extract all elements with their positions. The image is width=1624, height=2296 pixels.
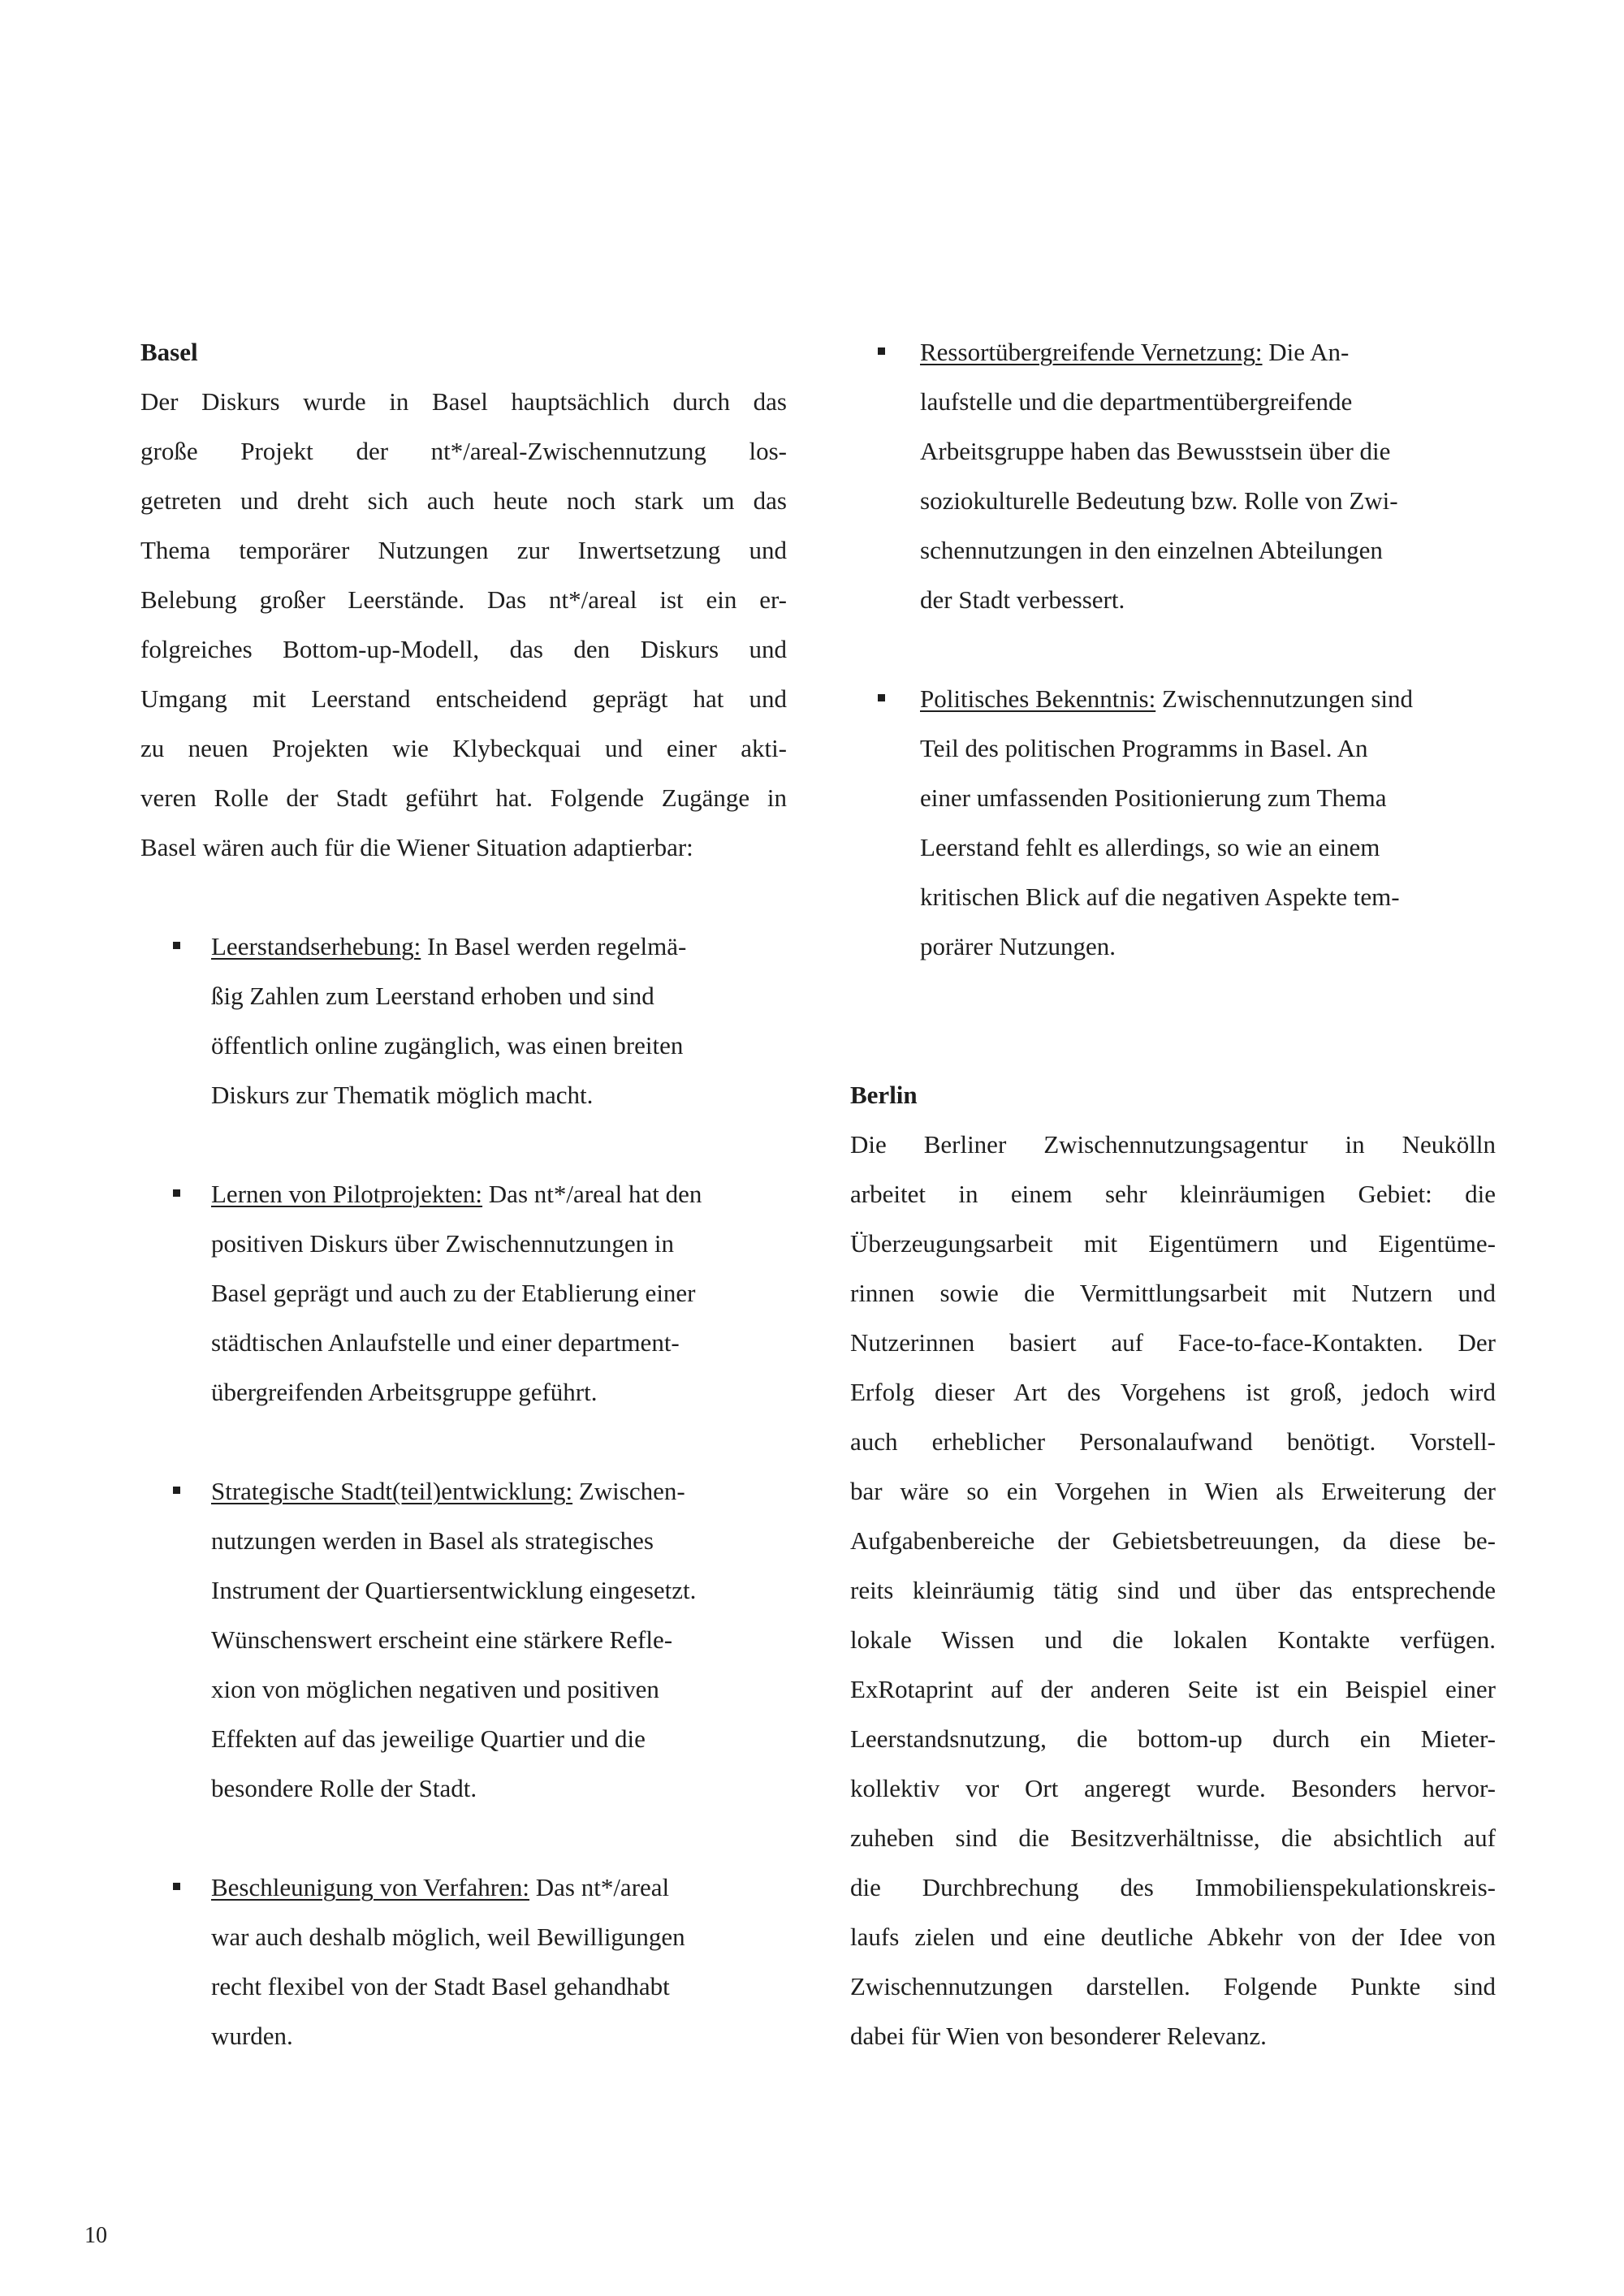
- square-bullet-icon: [173, 1883, 180, 1890]
- bullet-text: Zwischennutzungen sind: [1155, 684, 1414, 713]
- bullet-label: Leerstandserhebung:: [211, 932, 421, 960]
- text-line: die Durchbrechung des Immobilienspekulationskreis-: [850, 1873, 1496, 1901]
- basel-paragraph: [140, 377, 787, 872]
- left-column: [140, 327, 787, 2061]
- basel-bullet-list-continued: [850, 327, 1496, 971]
- text-line: [211, 1169, 787, 1219]
- text-line: wurden.: [211, 2022, 293, 2050]
- text-line: auch erheblicher Personalaufwand benötigt. Vorstell-: [850, 1427, 1496, 1456]
- text-line: bar wäre so ein Vorgehen in Wien als Erweiterung der: [850, 1477, 1496, 1505]
- text-line: Nutzerinnen basiert auf Face-to-face-Kontakten. Der: [850, 1328, 1496, 1357]
- text-line: xion von möglichen negativen und positiven: [211, 1675, 659, 1703]
- text-line: zu neuen Projekten wie Klybeckquai und einer akti-: [140, 734, 787, 762]
- text-line: Wünschenswert erscheint eine stärkere Refle-: [211, 1625, 673, 1654]
- text-line: [211, 921, 787, 971]
- text-line: laufstelle und die departmentübergreifende: [920, 387, 1353, 416]
- text-line: folgreiches Bottom-up-Modell, das den Diskurs und: [140, 635, 787, 663]
- text-line: Teil des politischen Programms in Basel. An: [920, 734, 1368, 762]
- text-line: Erfolg dieser Art des Vorgehens ist groß, jedoch wird: [850, 1378, 1496, 1406]
- text-line: getreten und dreht sich auch heute noch stark um das: [140, 486, 787, 515]
- square-bullet-icon: [878, 694, 885, 701]
- text-line: Basel geprägt und auch zu der Etablierung einer: [211, 1279, 696, 1307]
- text-line: rinnen sowie die Vermittlungsarbeit mit Nutzern und: [850, 1279, 1496, 1307]
- text-line: nutzungen werden in Basel als strategisches: [211, 1526, 654, 1555]
- text-line: [920, 674, 1496, 723]
- text-line: einer umfassenden Positionierung zum Thema: [920, 783, 1387, 812]
- text-line: Leerstandsnutzung, die bottom-up durch ein Mieter-: [850, 1724, 1496, 1753]
- bullet-label: Strategische Stadt(teil)entwicklung:: [211, 1477, 573, 1505]
- text-line: große Projekt der nt*/areal-Zwischennutzung los-: [140, 437, 787, 465]
- bullet-text: Zwischen-: [572, 1477, 685, 1505]
- text-line: Instrument der Quartiersentwicklung eingesetzt.: [211, 1576, 697, 1604]
- text-line: Belebung großer Leerstände. Das nt*/areal ist ein er-: [140, 585, 787, 614]
- bullet-text: Die An-: [1262, 338, 1350, 366]
- bullet-label: Ressortübergreifende Vernetzung:: [920, 338, 1263, 366]
- text-line: Effekten auf das jeweilige Quartier und die: [211, 1724, 646, 1753]
- bullet-text: Das nt*/areal: [529, 1873, 670, 1901]
- bullet-label: Lernen von Pilotprojekten:: [211, 1180, 483, 1208]
- text-line: porärer Nutzungen.: [920, 932, 1116, 960]
- section-heading-berlin: Berlin: [850, 1081, 918, 1109]
- text-line: Der Diskurs wurde in Basel hauptsächlich durch das: [140, 387, 787, 416]
- text-line: Aufgabenbereiche der Gebietsbetreuungen, da diese be-: [850, 1526, 1496, 1555]
- text-line: war auch deshalb möglich, weil Bewilligungen: [211, 1923, 685, 1951]
- bullet-item: [850, 327, 1496, 624]
- text-line: Die Berliner Zwischennutzungsagentur in Neukölln: [850, 1130, 1496, 1159]
- square-bullet-icon: [173, 1189, 180, 1197]
- text-line: [211, 1862, 787, 1912]
- text-line: der Stadt verbessert.: [920, 585, 1125, 614]
- text-line: veren Rolle der Stadt geführt hat. Folgende Zugänge in: [140, 783, 787, 812]
- square-bullet-icon: [173, 1487, 180, 1494]
- text-line: recht flexibel von der Stadt Basel gehandhabt: [211, 1972, 670, 2000]
- bullet-item: [140, 921, 787, 1120]
- square-bullet-icon: [173, 942, 180, 949]
- text-line: schennutzungen in den einzelnen Abteilungen: [920, 536, 1383, 564]
- bullet-label: Politisches Bekenntnis:: [920, 684, 1156, 713]
- text-line: laufs zielen und eine deutliche Abkehr von der Idee von: [850, 1923, 1496, 1951]
- berlin-paragraph: [850, 1120, 1496, 2061]
- text-line: übergreifenden Arbeitsgruppe geführt.: [211, 1378, 598, 1406]
- text-line: positiven Diskurs über Zwischennutzungen in: [211, 1229, 674, 1258]
- bullet-text: In Basel werden regelmä-: [421, 932, 687, 960]
- right-column: [850, 327, 1496, 2061]
- text-line: Umgang mit Leerstand entscheidend geprägt hat und: [140, 684, 787, 713]
- text-line: Zwischennutzungen darstellen. Folgende Punkte sind: [850, 1972, 1496, 2000]
- text-line: besondere Rolle der Stadt.: [211, 1774, 477, 1802]
- text-line: arbeitet in einem sehr kleinräumigen Gebiet: die: [850, 1180, 1496, 1208]
- text-line: städtischen Anlaufstelle und einer department-: [211, 1328, 680, 1357]
- square-bullet-icon: [878, 347, 885, 355]
- bullet-item: [140, 1862, 787, 2061]
- text-line: ßig Zahlen zum Leerstand erhoben und sind: [211, 982, 654, 1010]
- bullet-label: Beschleunigung von Verfahren:: [211, 1873, 529, 1901]
- bullet-item: [140, 1169, 787, 1417]
- text-line: kritischen Blick auf die negativen Aspekte tem-: [920, 883, 1400, 911]
- text-line: ExRotaprint auf der anderen Seite ist ein Beispiel einer: [850, 1675, 1496, 1703]
- basel-bullet-list: [140, 921, 787, 2061]
- text-line: lokale Wissen und die lokalen Kontakte verfügen.: [850, 1625, 1496, 1654]
- section-heading-basel: Basel: [140, 338, 198, 366]
- text-line: Diskurs zur Thematik möglich macht.: [211, 1081, 594, 1109]
- text-line: kollektiv vor Ort angeregt wurde. Besonders hervor-: [850, 1774, 1496, 1802]
- bullet-item: [850, 674, 1496, 971]
- text-line: [211, 1466, 787, 1516]
- text-line: Arbeitsgruppe haben das Bewusstsein über die: [920, 437, 1391, 465]
- text-line: dabei für Wien von besonderer Relevanz.: [850, 2022, 1267, 2050]
- bullet-text: Das nt*/areal hat den: [482, 1180, 702, 1208]
- text-line: Thema temporärer Nutzungen zur Inwertsetzung und: [140, 536, 787, 564]
- text-line: öffentlich online zugänglich, was einen breiten: [211, 1031, 684, 1060]
- text-line: Überzeugungsarbeit mit Eigentümern und Eigentüme-: [850, 1229, 1496, 1258]
- text-line: [920, 327, 1496, 377]
- page-number: 10: [84, 2223, 107, 2248]
- text-line: Basel wären auch für die Wiener Situation adaptierbar:: [140, 833, 693, 861]
- text-line: zuheben sind die Besitzverhältnisse, die absichtlich auf: [850, 1823, 1496, 1852]
- bullet-item: [140, 1466, 787, 1813]
- text-line: reits kleinräumig tätig sind und über das entsprechende: [850, 1576, 1496, 1604]
- text-line: Leerstand fehlt es allerdings, so wie an einem: [920, 833, 1380, 861]
- text-line: soziokulturelle Bedeutung bzw. Rolle von Zwi-: [920, 486, 1398, 515]
